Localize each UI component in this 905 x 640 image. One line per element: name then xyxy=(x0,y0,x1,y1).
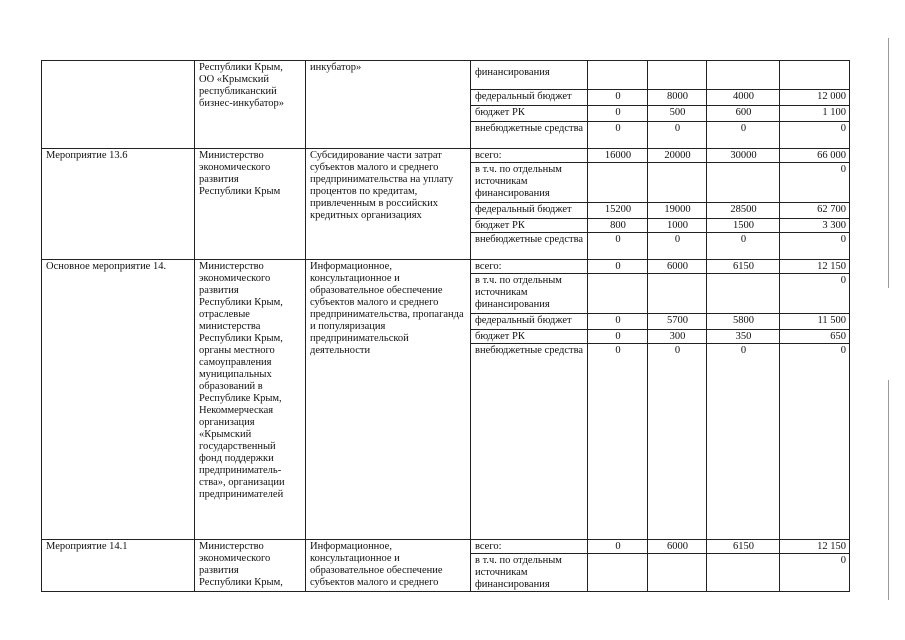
value-2017: 8000 xyxy=(648,90,707,106)
value-total: 62 700 xyxy=(780,203,850,219)
value-2018 xyxy=(707,163,780,203)
value-total: 12 150 xyxy=(780,260,850,274)
measure-name-cell xyxy=(42,61,195,149)
value-total: 66 000 xyxy=(780,149,850,163)
source-cell: внебюджетные средства xyxy=(471,233,588,260)
source-cell: бюджет РК xyxy=(471,330,588,344)
source-cell: в т.ч. по отдельным источникам финансирования xyxy=(471,274,588,314)
source-cell: федеральный бюджет xyxy=(471,314,588,330)
value-2016: 0 xyxy=(588,344,648,540)
value-2016: 0 xyxy=(588,540,648,554)
value-2018: 1500 xyxy=(707,219,780,233)
measure-name-cell: Основное мероприятие 14. xyxy=(42,260,195,540)
description-cell: Информационное, консультационное и образовательное обеспечение субъектов малого и среднего предпринимательства, пропаганда и популяризация предпринимательской деятельности xyxy=(306,260,471,540)
value-total: 0 xyxy=(780,274,850,314)
table-row xyxy=(42,260,850,274)
value-2017: 6000 xyxy=(648,260,707,274)
value-2016: 0 xyxy=(588,260,648,274)
value-2017: 0 xyxy=(648,344,707,540)
value-2018: 28500 xyxy=(707,203,780,219)
executor-cell: Министерство экономического развития Республики Крым, отраслевые министерства Республики Крым, органы местного самоуправления муниципальных образований в Республике Крым, Некоммерческая организация «Крымский государственный фонд поддержки предприниматель- ства», организации предпринимателей xyxy=(195,260,306,540)
value-2017 xyxy=(648,274,707,314)
description-cell: инкубатор» xyxy=(306,61,471,149)
value-2018 xyxy=(707,554,780,592)
measure-name-cell: Мероприятие 14.1 xyxy=(42,540,195,592)
value-2018 xyxy=(707,61,780,90)
value-total: 1 100 xyxy=(780,106,850,122)
executor-cell: Министерство экономического развития Республики Крым, xyxy=(195,540,306,592)
description-cell: Субсидирование части затрат субъектов малого и среднего предпринимательства на уплату процентов по кредитам, привлеченным в российских кредитных организациях xyxy=(306,149,471,260)
source-cell: в т.ч. по отдельным источникам финансирования xyxy=(471,163,588,203)
table-row xyxy=(42,540,850,554)
value-2016 xyxy=(588,163,648,203)
value-2017: 500 xyxy=(648,106,707,122)
source-cell: бюджет РК xyxy=(471,106,588,122)
value-total xyxy=(780,61,850,90)
value-2017: 0 xyxy=(648,233,707,260)
value-2017 xyxy=(648,554,707,592)
funding-table xyxy=(41,60,850,592)
value-total: 0 xyxy=(780,122,850,149)
scan-edge-mark xyxy=(888,38,889,288)
source-cell: финансирования xyxy=(471,61,588,90)
value-2016 xyxy=(588,554,648,592)
executor-cell: Республики Крым, ОО «Крымский республиканский бизнес-инкубатор» xyxy=(195,61,306,149)
value-2017: 6000 xyxy=(648,540,707,554)
value-2018: 0 xyxy=(707,344,780,540)
value-total: 11 500 xyxy=(780,314,850,330)
value-2017: 5700 xyxy=(648,314,707,330)
source-cell: федеральный бюджет xyxy=(471,203,588,219)
value-2018: 600 xyxy=(707,106,780,122)
value-total: 0 xyxy=(780,233,850,260)
value-2017: 1000 xyxy=(648,219,707,233)
value-2018: 0 xyxy=(707,233,780,260)
source-cell: всего: xyxy=(471,149,588,163)
value-2018: 350 xyxy=(707,330,780,344)
value-total: 0 xyxy=(780,554,850,592)
value-2017 xyxy=(648,61,707,90)
value-2017: 0 xyxy=(648,122,707,149)
value-2017: 300 xyxy=(648,330,707,344)
value-2018: 6150 xyxy=(707,260,780,274)
source-cell: в т.ч. по отдельным источникам финансирования xyxy=(471,554,588,592)
value-2016 xyxy=(588,274,648,314)
source-cell: внебюджетные средства xyxy=(471,344,588,540)
value-total: 12 150 xyxy=(780,540,850,554)
source-cell: внебюджетные средства xyxy=(471,122,588,149)
value-2018 xyxy=(707,274,780,314)
value-2016: 0 xyxy=(588,90,648,106)
source-cell: всего: xyxy=(471,540,588,554)
source-cell: бюджет РК xyxy=(471,219,588,233)
value-total: 12 000 xyxy=(780,90,850,106)
value-2016: 0 xyxy=(588,233,648,260)
value-2018: 4000 xyxy=(707,90,780,106)
value-2018: 6150 xyxy=(707,540,780,554)
value-2016: 0 xyxy=(588,106,648,122)
value-2016: 15200 xyxy=(588,203,648,219)
value-2017 xyxy=(648,163,707,203)
value-total: 3 300 xyxy=(780,219,850,233)
measure-name-cell: Мероприятие 13.6 xyxy=(42,149,195,260)
value-total: 0 xyxy=(780,163,850,203)
value-2018: 5800 xyxy=(707,314,780,330)
value-2016: 0 xyxy=(588,330,648,344)
description-cell: Информационное, консультационное и образовательное обеспечение субъектов малого и среднего xyxy=(306,540,471,592)
value-2016: 0 xyxy=(588,122,648,149)
value-total: 0 xyxy=(780,344,850,540)
value-2016: 16000 xyxy=(588,149,648,163)
value-2016: 0 xyxy=(588,314,648,330)
table-row xyxy=(42,61,850,90)
value-2016: 800 xyxy=(588,219,648,233)
scan-edge-mark xyxy=(888,380,889,600)
table-row xyxy=(42,149,850,163)
source-cell: всего: xyxy=(471,260,588,274)
value-2017: 20000 xyxy=(648,149,707,163)
value-total: 650 xyxy=(780,330,850,344)
value-2018: 0 xyxy=(707,122,780,149)
value-2017: 19000 xyxy=(648,203,707,219)
executor-cell: Министерство экономического развития Республики Крым xyxy=(195,149,306,260)
value-2018: 30000 xyxy=(707,149,780,163)
value-2016 xyxy=(588,61,648,90)
source-cell: федеральный бюджет xyxy=(471,90,588,106)
